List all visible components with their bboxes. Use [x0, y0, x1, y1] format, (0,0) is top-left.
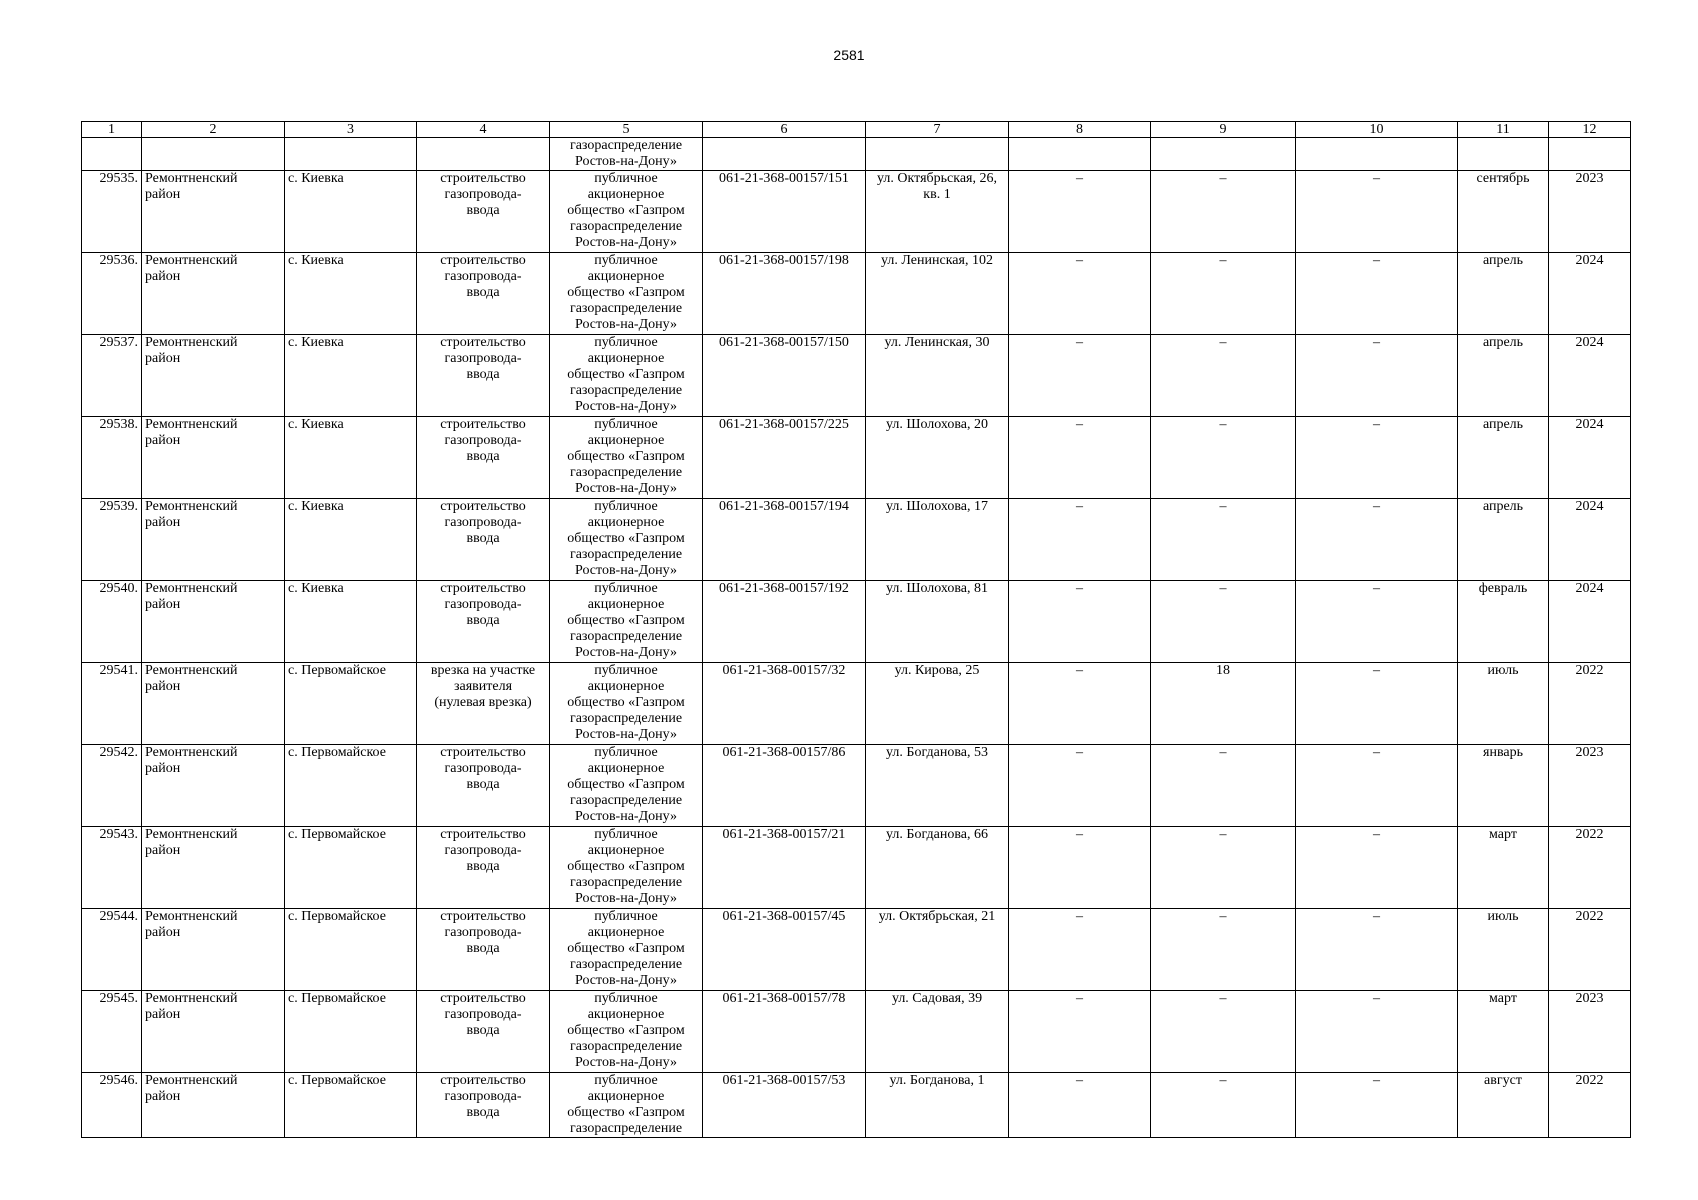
table-row — [82, 663, 1631, 745]
cell-row-number: 29542. — [82, 745, 142, 827]
cell-district: Ремонтненский район — [142, 417, 285, 499]
table-row — [82, 909, 1631, 991]
cell-row-number: 29538. — [82, 417, 142, 499]
cell-address: ул. Богданова, 53 — [866, 745, 1009, 827]
cell-organization: публичное акционерное общество «Газпром газораспределение Ростов-на-Дону» — [550, 253, 703, 335]
cell-settlement: с. Киевка — [285, 253, 417, 335]
cell-row-number: 29541. — [82, 663, 142, 745]
cell-col8: – — [1009, 335, 1151, 417]
cell-row-number: 29543. — [82, 827, 142, 909]
table-row — [82, 499, 1631, 581]
cell-year: 2024 — [1549, 253, 1631, 335]
column-header: 3 — [285, 122, 417, 138]
cell-organization: газораспределение Ростов-на-Дону» — [550, 138, 703, 171]
cell-district: Ремонтненский район — [142, 827, 285, 909]
cell-address: ул. Кирова, 25 — [866, 663, 1009, 745]
column-header: 5 — [550, 122, 703, 138]
cell-district: Ремонтненский район — [142, 335, 285, 417]
cell-work-type: строительство газопровода- ввода — [417, 991, 550, 1073]
cell-organization: публичное акционерное общество «Газпром газораспределение — [550, 1073, 703, 1138]
cell-col8: – — [1009, 827, 1151, 909]
cell — [285, 138, 417, 171]
cell-year: 2023 — [1549, 171, 1631, 253]
table-row — [82, 417, 1631, 499]
cell-row-number: 29540. — [82, 581, 142, 663]
cell-col10: – — [1296, 909, 1458, 991]
cell-col9: – — [1151, 1073, 1296, 1138]
cell-address: ул. Садовая, 39 — [866, 991, 1009, 1073]
cell-row-number: 29535. — [82, 171, 142, 253]
cell-year: 2022 — [1549, 663, 1631, 745]
cell-year: 2024 — [1549, 335, 1631, 417]
cell-district: Ремонтненский район — [142, 663, 285, 745]
cell-col8: – — [1009, 663, 1151, 745]
cell-month: июль — [1458, 909, 1549, 991]
cell-code: 061-21-368-00157/21 — [703, 827, 866, 909]
cell-code: 061-21-368-00157/86 — [703, 745, 866, 827]
cell-col10: – — [1296, 335, 1458, 417]
cell-month: апрель — [1458, 253, 1549, 335]
continuation-row — [82, 138, 1631, 171]
cell-col10: – — [1296, 745, 1458, 827]
cell — [1009, 138, 1151, 171]
cell-organization: публичное акционерное общество «Газпром газораспределение Ростов-на-Дону» — [550, 171, 703, 253]
cell-address: ул. Шолохова, 81 — [866, 581, 1009, 663]
cell-address: ул. Ленинская, 102 — [866, 253, 1009, 335]
cell — [417, 138, 550, 171]
cell-col10: – — [1296, 1073, 1458, 1138]
page-number: 2581 — [833, 47, 865, 63]
cell-work-type: строительство газопровода- ввода — [417, 253, 550, 335]
cell-district: Ремонтненский район — [142, 253, 285, 335]
cell-month: август — [1458, 1073, 1549, 1138]
cell-col8: – — [1009, 417, 1151, 499]
cell-col10: – — [1296, 581, 1458, 663]
cell-code: 061-21-368-00157/225 — [703, 417, 866, 499]
cell-col10: – — [1296, 499, 1458, 581]
column-header: 2 — [142, 122, 285, 138]
cell-work-type: строительство газопровода- ввода — [417, 1073, 550, 1138]
table-row — [82, 991, 1631, 1073]
cell-col9: 18 — [1151, 663, 1296, 745]
cell-code: 061-21-368-00157/78 — [703, 991, 866, 1073]
cell-code: 061-21-368-00157/45 — [703, 909, 866, 991]
cell-work-type: строительство газопровода- ввода — [417, 417, 550, 499]
cell-year: 2022 — [1549, 1073, 1631, 1138]
cell-row-number: 29536. — [82, 253, 142, 335]
cell-organization: публичное акционерное общество «Газпром газораспределение Ростов-на-Дону» — [550, 335, 703, 417]
cell-work-type: строительство газопровода- ввода — [417, 171, 550, 253]
cell-month: апрель — [1458, 335, 1549, 417]
cell-settlement: с. Первомайское — [285, 909, 417, 991]
cell-work-type: строительство газопровода- ввода — [417, 745, 550, 827]
cell-address: ул. Октябрьская, 21 — [866, 909, 1009, 991]
cell-address: ул. Октябрьская, 26, кв. 1 — [866, 171, 1009, 253]
cell-organization: публичное акционерное общество «Газпром газораспределение Ростов-на-Дону» — [550, 827, 703, 909]
cell-year: 2023 — [1549, 745, 1631, 827]
cell — [1296, 138, 1458, 171]
cell-year: 2024 — [1549, 417, 1631, 499]
cell-address: ул. Ленинская, 30 — [866, 335, 1009, 417]
cell-col9: – — [1151, 827, 1296, 909]
cell-row-number: 29545. — [82, 991, 142, 1073]
table-row — [82, 827, 1631, 909]
cell-col8: – — [1009, 499, 1151, 581]
cell-code: 061-21-368-00157/194 — [703, 499, 866, 581]
cell — [1549, 138, 1631, 171]
cell-settlement: с. Киевка — [285, 171, 417, 253]
cell-district: Ремонтненский район — [142, 909, 285, 991]
cell-col8: – — [1009, 909, 1151, 991]
cell-district: Ремонтненский район — [142, 171, 285, 253]
table-row — [82, 335, 1631, 417]
cell — [866, 138, 1009, 171]
cell-row-number: 29546. — [82, 1073, 142, 1138]
cell-col9: – — [1151, 335, 1296, 417]
cell-col8: – — [1009, 171, 1151, 253]
column-header: 11 — [1458, 122, 1549, 138]
cell-district: Ремонтненский район — [142, 991, 285, 1073]
cell-work-type: строительство газопровода- ввода — [417, 581, 550, 663]
cell — [703, 138, 866, 171]
cell-row-number: 29544. — [82, 909, 142, 991]
column-header: 10 — [1296, 122, 1458, 138]
cell-month: июль — [1458, 663, 1549, 745]
cell-col8: – — [1009, 581, 1151, 663]
table-row — [82, 1073, 1631, 1138]
cell-settlement: с. Первомайское — [285, 745, 417, 827]
cell-code: 061-21-368-00157/151 — [703, 171, 866, 253]
table-row — [82, 171, 1631, 253]
column-header: 4 — [417, 122, 550, 138]
cell-settlement: с. Киевка — [285, 499, 417, 581]
cell-col10: – — [1296, 171, 1458, 253]
cell-organization: публичное акционерное общество «Газпром газораспределение Ростов-на-Дону» — [550, 499, 703, 581]
cell-organization: публичное акционерное общество «Газпром газораспределение Ростов-на-Дону» — [550, 991, 703, 1073]
cell-organization: публичное акционерное общество «Газпром газораспределение Ростов-на-Дону» — [550, 663, 703, 745]
cell-organization: публичное акционерное общество «Газпром газораспределение Ростов-на-Дону» — [550, 909, 703, 991]
cell-year: 2023 — [1549, 991, 1631, 1073]
cell-settlement: с. Первомайское — [285, 991, 417, 1073]
cell-month: апрель — [1458, 417, 1549, 499]
cell-col8: – — [1009, 991, 1151, 1073]
cell-settlement: с. Первомайское — [285, 663, 417, 745]
cell-address: ул. Шолохова, 20 — [866, 417, 1009, 499]
column-header: 6 — [703, 122, 866, 138]
cell-col9: – — [1151, 745, 1296, 827]
cell-month: сентябрь — [1458, 171, 1549, 253]
cell-col10: – — [1296, 827, 1458, 909]
cell-year: 2024 — [1549, 581, 1631, 663]
cell-code: 061-21-368-00157/53 — [703, 1073, 866, 1138]
cell — [1151, 138, 1296, 171]
cell-organization: публичное акционерное общество «Газпром газораспределение Ростов-на-Дону» — [550, 581, 703, 663]
cell-col9: – — [1151, 417, 1296, 499]
cell-settlement: с. Первомайское — [285, 827, 417, 909]
cell-col8: – — [1009, 1073, 1151, 1138]
cell-col10: – — [1296, 991, 1458, 1073]
cell-code: 061-21-368-00157/192 — [703, 581, 866, 663]
cell-col9: – — [1151, 581, 1296, 663]
cell-row-number: 29537. — [82, 335, 142, 417]
cell-district: Ремонтненский район — [142, 1073, 285, 1138]
cell-col8: – — [1009, 253, 1151, 335]
cell-code: 061-21-368-00157/32 — [703, 663, 866, 745]
cell-col10: – — [1296, 663, 1458, 745]
cell-code: 061-21-368-00157/150 — [703, 335, 866, 417]
table-row — [82, 253, 1631, 335]
cell-col9: – — [1151, 171, 1296, 253]
cell-year: 2022 — [1549, 827, 1631, 909]
cell-work-type: строительство газопровода- ввода — [417, 909, 550, 991]
cell-year: 2022 — [1549, 909, 1631, 991]
cell-address: ул. Богданова, 66 — [866, 827, 1009, 909]
cell-col10: – — [1296, 417, 1458, 499]
cell-address: ул. Шолохова, 17 — [866, 499, 1009, 581]
cell-district: Ремонтненский район — [142, 745, 285, 827]
cell-settlement: с. Киевка — [285, 417, 417, 499]
cell — [142, 138, 285, 171]
cell-month: февраль — [1458, 581, 1549, 663]
cell-col9: – — [1151, 909, 1296, 991]
cell-month: март — [1458, 827, 1549, 909]
cell-work-type: строительство газопровода- ввода — [417, 335, 550, 417]
cell-col9: – — [1151, 991, 1296, 1073]
column-header: 7 — [866, 122, 1009, 138]
cell-row-number: 29539. — [82, 499, 142, 581]
cell-address: ул. Богданова, 1 — [866, 1073, 1009, 1138]
cell-settlement: с. Киевка — [285, 581, 417, 663]
cell — [82, 138, 142, 171]
column-header: 12 — [1549, 122, 1631, 138]
column-header: 8 — [1009, 122, 1151, 138]
cell-district: Ремонтненский район — [142, 499, 285, 581]
cell-district: Ремонтненский район — [142, 581, 285, 663]
cell-col9: – — [1151, 499, 1296, 581]
table-row — [82, 745, 1631, 827]
cell-work-type: строительство газопровода- ввода — [417, 499, 550, 581]
cell-work-type: врезка на участке заявителя (нулевая врезка) — [417, 663, 550, 745]
cell-settlement: с. Киевка — [285, 335, 417, 417]
cell-settlement: с. Первомайское — [285, 1073, 417, 1138]
cell-work-type: строительство газопровода- ввода — [417, 827, 550, 909]
cell-year: 2024 — [1549, 499, 1631, 581]
cell-organization: публичное акционерное общество «Газпром газораспределение Ростов-на-Дону» — [550, 417, 703, 499]
cell-col10: – — [1296, 253, 1458, 335]
gas-connection-table — [81, 121, 1631, 1138]
column-number-header — [82, 122, 1631, 138]
cell-code: 061-21-368-00157/198 — [703, 253, 866, 335]
column-header: 9 — [1151, 122, 1296, 138]
cell — [1458, 138, 1549, 171]
cell-month: январь — [1458, 745, 1549, 827]
cell-organization: публичное акционерное общество «Газпром газораспределение Ростов-на-Дону» — [550, 745, 703, 827]
cell-col8: – — [1009, 745, 1151, 827]
cell-col9: – — [1151, 253, 1296, 335]
column-header: 1 — [82, 122, 142, 138]
cell-month: март — [1458, 991, 1549, 1073]
table-row — [82, 581, 1631, 663]
cell-month: апрель — [1458, 499, 1549, 581]
